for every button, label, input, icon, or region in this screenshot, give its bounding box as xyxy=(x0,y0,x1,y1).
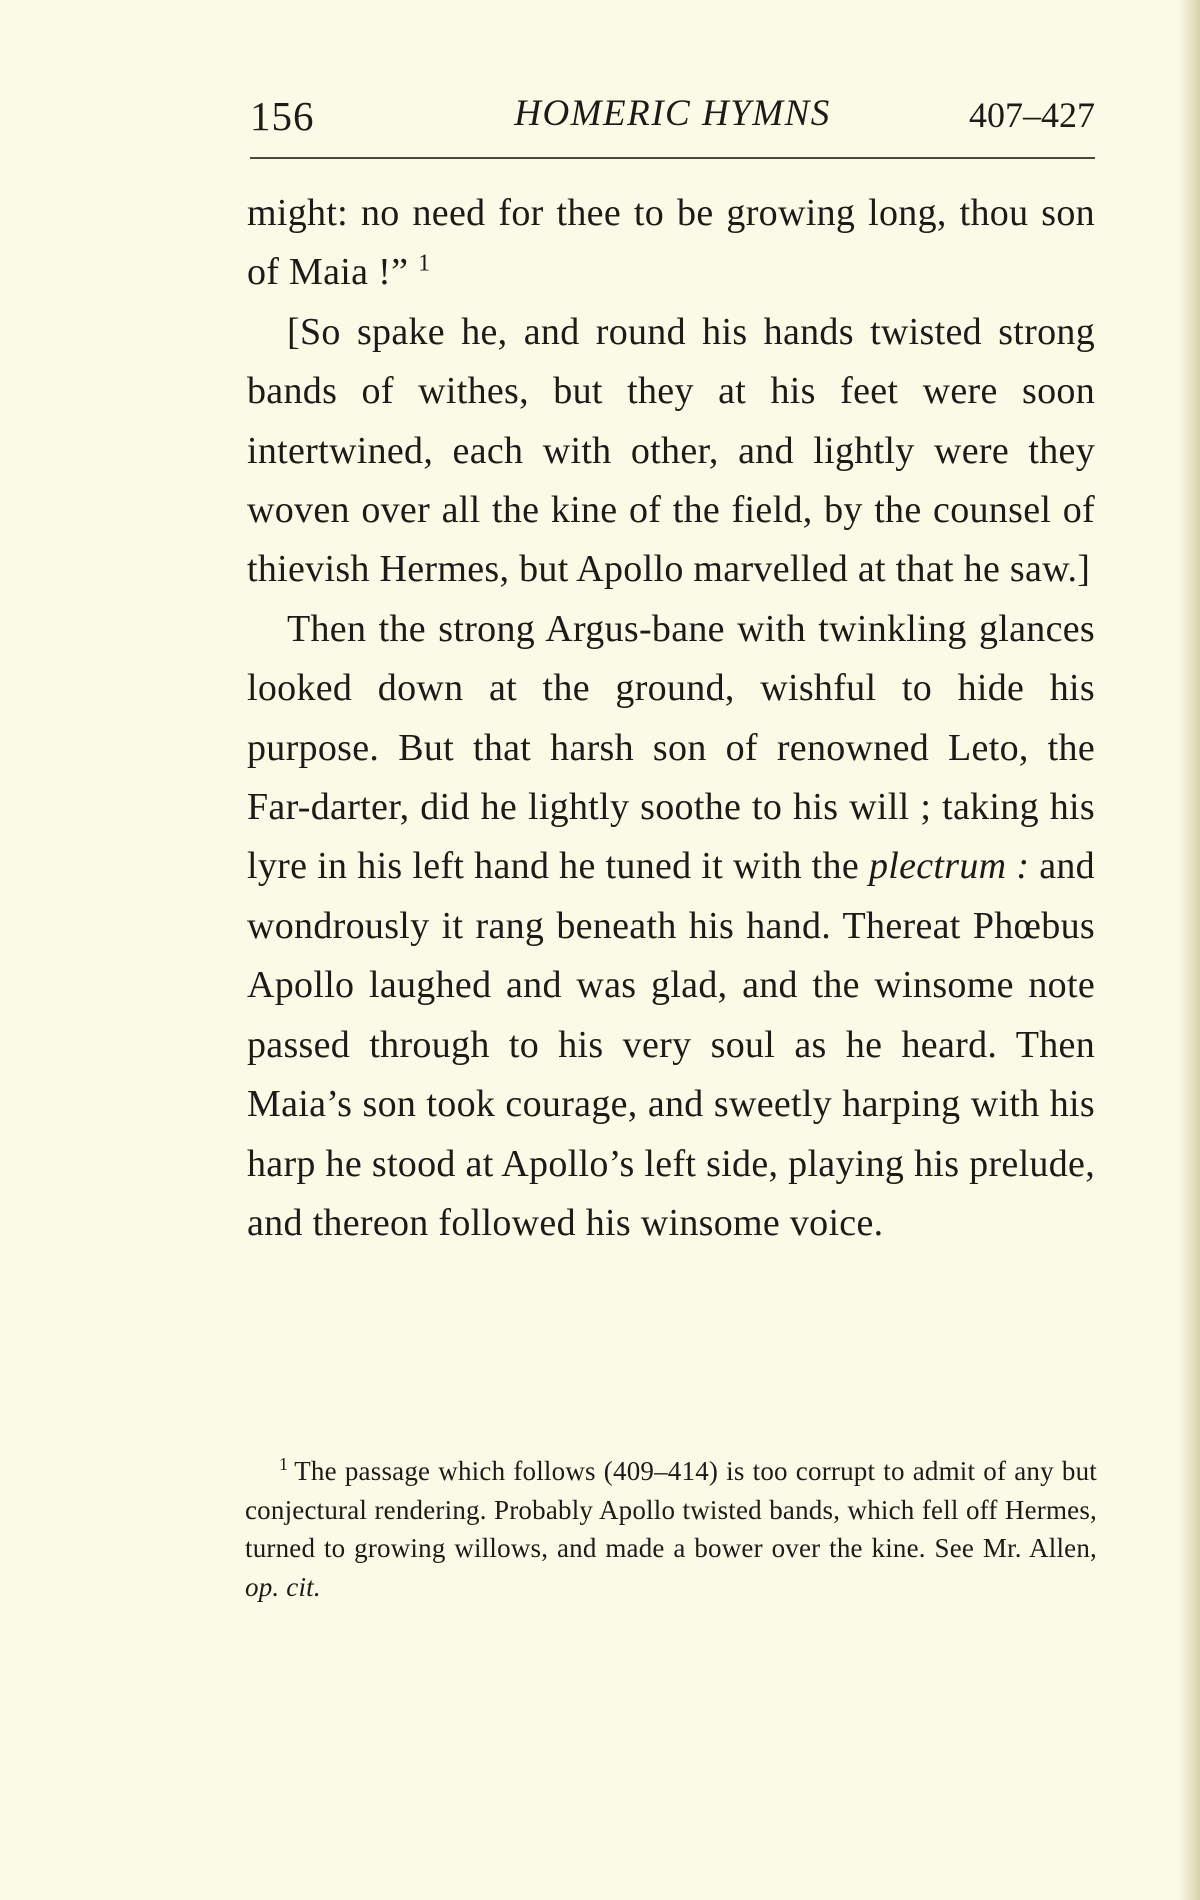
paragraph-3 xyxy=(247,600,1095,1253)
paragraph-1 xyxy=(247,184,1095,303)
page-number: 156 xyxy=(250,93,315,139)
running-title: HOMERIC HYMNS xyxy=(514,93,831,134)
line-range: 407–427 xyxy=(969,95,1095,135)
paragraph-3-text-b: and wondrously it rang beneath his hand. Thereat Phœbus Apollo laughed and was glad, and the winsome note passed through to his very soul as he heard. Then Maia’s son took courage, and sweetly harping with his harp he stood at Apollo’s left side, playing his prelude, and thereon followed his winsome voice. xyxy=(247,845,1095,1244)
paragraph-1-text: might: no need for thee to be growing long, thou son of Maia !” xyxy=(247,192,1095,294)
footnote xyxy=(245,1452,1097,1606)
footnote-marker: 1 xyxy=(279,1454,289,1474)
footnote-paragraph xyxy=(245,1452,1097,1606)
italic-term-plectrum: plectrum : xyxy=(868,845,1030,888)
header-rule xyxy=(250,157,1095,159)
footnote-citation: op. cit. xyxy=(245,1571,321,1602)
page-edge-shadow xyxy=(1178,0,1200,1900)
footnote-reference: 1 xyxy=(418,250,431,277)
paragraph-2: [So spake he, and round his hands twisted strong bands of withes, but they at his feet were soon intertwined, each with other, and lightly were they woven over all the kine of the field, by the counsel of thievish Hermes, but Apollo marvelled at that he saw.] xyxy=(247,310,1095,591)
main-text xyxy=(247,184,1095,1253)
footnote-text: The passage which follows (409–414) is too corrupt to admit of any but conjectural rendering. Probably Apollo twisted bands, which fell off Hermes, turned to growing willows, and made a bower over the kine. See Mr. Allen, xyxy=(245,1456,1097,1563)
paragraph-3-text-a: Then the strong Argus-bane with twinkling glances looked down at the ground, wishful to hide his purpose. But that harsh son of renowned Leto, the Far-darter, did he lightly soothe to his will ; taking his lyre in his left hand he tuned it with the xyxy=(247,607,1095,888)
running-header xyxy=(250,92,1095,148)
